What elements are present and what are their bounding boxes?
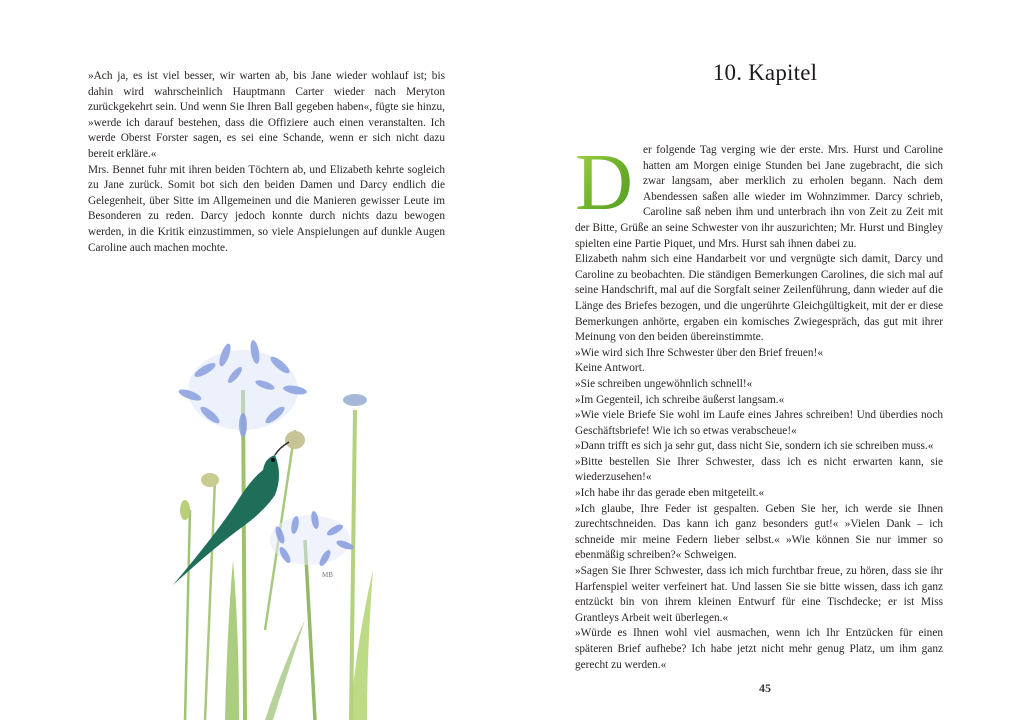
right-page <box>510 0 1020 720</box>
dialogue-line: »Im Gegenteil, ich schreibe äußerst langsam.« <box>575 393 785 406</box>
paragraph: Mrs. Bennet fuhr mit ihren beiden Töchtern ab, und Elizabeth kehrte sogleich zu Jane zurück. Somit bot sich den beiden Damen und Darcy endlich die Gelegenheit, über Sitte im Allgemeinen und die Manieren gewisser Leute im Besonderen zu reden. Darcy jedoch konnte durch nichts dazu bewogen werden, in die Kritik einzustimmen, so viele Anspielungen auf dunkle Augen Caroline auch machen mochte. <box>88 163 445 254</box>
dialogue-line: »Ich habe ihr das gerade eben mitgeteilt.« <box>575 487 765 500</box>
bud <box>343 394 367 406</box>
dialogue-line: »Sagen Sie Ihrer Schwester, dass ich mich furchtbar freue, zu hören, dass sie ihr Harfenspiel weiter verfeinert hat. Und lassen Sie sie bitte wissen, dass ich ganz entzückt bin von ihrem kleinen Entwurf für eine Tischdecke; er ist Miss Grantleys Arbeit weit überlegen.« <box>575 565 943 624</box>
drop-cap-letter: D <box>575 143 633 217</box>
left-page-text <box>88 69 445 256</box>
sunbird-beak <box>275 442 289 455</box>
dialogue-line: Keine Antwort. <box>575 362 645 375</box>
dialogue-line: »Ich glaube, Ihre Feder ist gespalten. Geben Sie her, ich werde sie Ihnen zurechtschneiden. Das kann ich ganz besonders gut!« »Vielen Dank – ich schneide mir meine Federn lieber selbst.« »Wie können Sie nur immer so ebenmäßig schreiben?« Schweigen. <box>575 502 943 562</box>
bud <box>201 473 219 487</box>
sunbird-eye <box>271 458 275 462</box>
bud <box>180 500 190 520</box>
stem <box>305 540 315 720</box>
dialogue-line: »Bitte bestellen Sie Ihrer Schwester, dass ich es nicht erwarten kann, sie wiederzusehen!« <box>575 455 943 484</box>
page-number: 45 <box>759 681 771 695</box>
stem <box>243 390 245 720</box>
right-page-text <box>575 143 943 673</box>
stem <box>185 510 190 720</box>
leaf <box>225 560 239 720</box>
agapanthus-sunbird-illustration <box>155 330 385 720</box>
dialogue-line: »Wie viele Briefe Sie wohl im Laufe eines Jahres schreiben! Und überdies noch Geschäftsbriefe! Wie ich so etwas verabscheue!« <box>575 409 943 437</box>
illustration-signature: MB <box>322 571 333 579</box>
first-paragraph-text: er folgende Tag verging wie der erste. Mrs. Hurst und Caroline hatten am Morgen einige Stunden bei Jane zugebracht, die sich zwar langsam, aber merklich zu erholen begann. Nach dem Abendessen saßen alle wieder im Wohnzimmer. Darcy schrieb, Caroline saß neben ihm und unterbrach ihn von Zeit zu Zeit mit der Bitte, Grüße an seine Schwester von ihr auszurichten; Mr. Hurst und Bingley spielten eine Partie Piquet, und Mrs. Hurst sah ihnen dabei zu. <box>575 144 943 250</box>
chapter-title: 10. Kapitel <box>712 60 818 85</box>
large-flower-head <box>177 339 307 437</box>
paragraph: »Ach ja, es ist viel besser, wir warten ab, bis Jane wieder wohlauf ist; bis dahin wird wahrscheinlich Hauptmann Carter wieder nach Meryton zurückgekehrt sein. Und wenn Sie Ihren Ball gegeben haben«, fügte sie hinzu, »werde ich darauf bestehen, dass die Offiziere auch einen veranstalten. Ich werde Oberst Forster sagen, es sei eine Schande, wenn er sich nicht dazu bereit erkläre.« <box>88 70 445 160</box>
dialogue-line: »Würde es Ihnen wohl viel ausmachen, wenn ich Ihr Entzücken für einen späteren Brief aufhebe? Ich habe jetzt nicht mehr genug Platz, um ihm ganz gerecht zu werden.« <box>575 627 943 671</box>
leaf <box>265 620 305 720</box>
stem <box>205 480 215 720</box>
dialogue-line: »Dann trifft es sich ja sehr gut, dass nicht Sie, sondern ich sie schreiben muss.« <box>575 440 934 453</box>
dialogue-line: »Sie schreiben ungewöhnlich schnell!« <box>575 377 753 390</box>
dialogue-line: »Wie wird sich Ihre Schwester über den Brief freuen!« <box>575 346 823 359</box>
paragraph: Elizabeth nahm sich eine Handarbeit vor und vergnügte sich damit, Darcy und Caroline zu beobachten. Die ständigen Bemerkungen Carolines, die sich mal auf seine Handschrift, mal auf die Sorgfalt seiner Zeilenführung, dann wieder auf die Länge des Briefes bezogen, und die ungerührte Gleichgültigkeit, mit der er diese Bemerkungen anhörte, ergaben ein komisches Zwiegespräch, das gut mit ihrer Meinung von den beiden übereinstimmte. <box>575 253 943 344</box>
stem <box>351 410 355 720</box>
bud <box>285 431 305 449</box>
drop-cap <box>573 143 635 217</box>
